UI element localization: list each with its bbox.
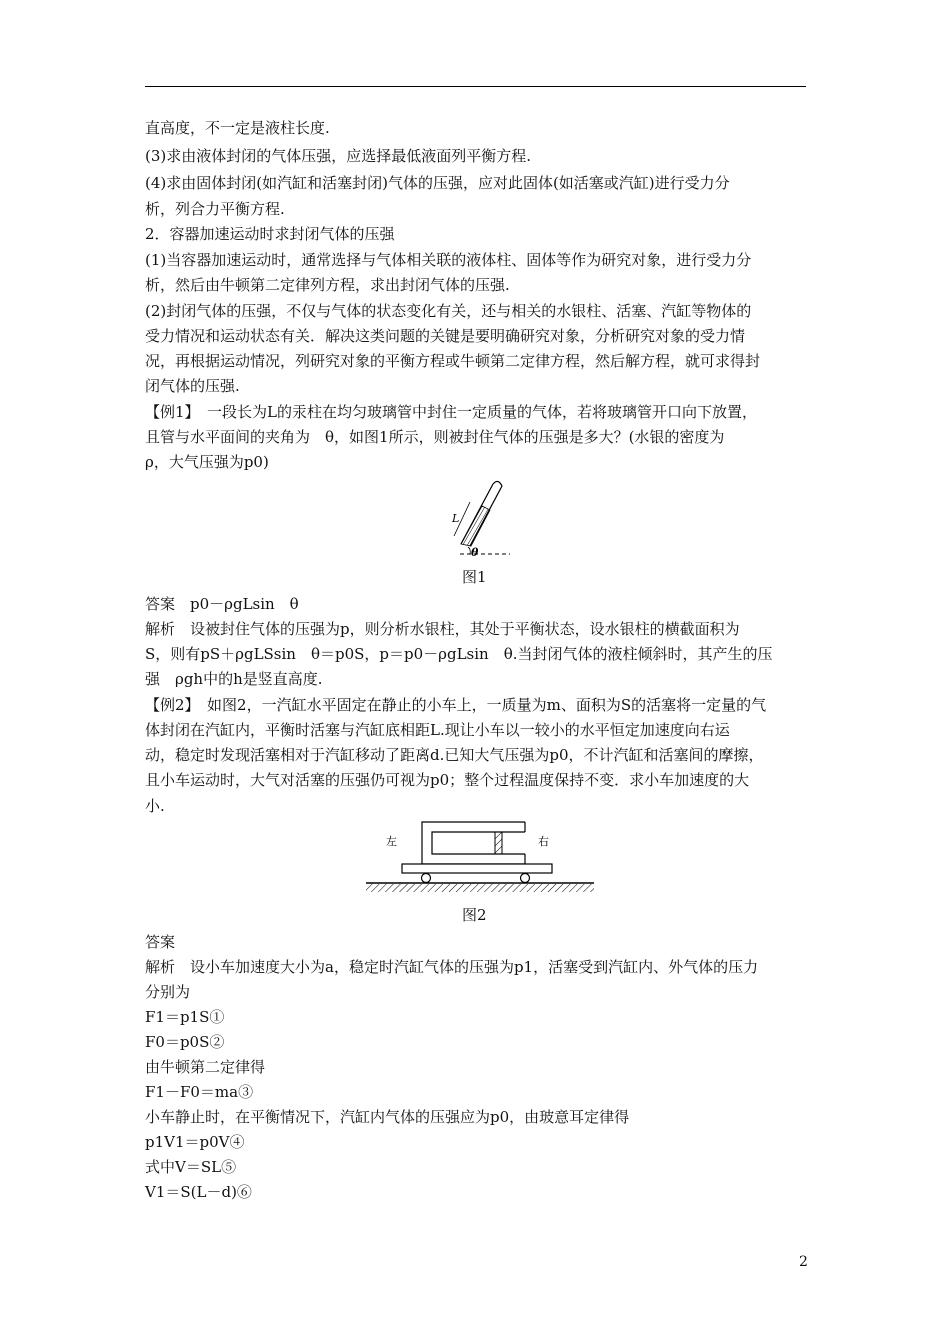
text-line-33: 式中V＝SL⑤ <box>145 1158 237 1176</box>
cart-wheel-left <box>422 874 431 883</box>
text-line-17: S，则有pS＋ρgLSsin θ＝p0S，p＝p0－ρgLsin θ.当封闭气体的液柱倾斜时，其产生的压 <box>145 645 773 663</box>
figure-1-caption: 图1 <box>462 568 487 586</box>
text-line-25: 解析 设小车加速度大小为a，稳定时汽缸气体的压强为p1，活塞受到汽缸内、外气体的压力 <box>145 958 759 976</box>
cart-wheel-right <box>521 874 530 883</box>
text-line-3: (4)求由固体封闭(如汽缸和活塞封闭)气体的压强，应对此固体(如活塞或汽缸)进行受力分 <box>145 174 730 192</box>
text-line-8: (2)封闭气体的压强，不仅与气体的状态变化有关，还与相关的水银柱、活塞、汽缸等物体的 <box>145 302 752 320</box>
text-line-27: F1＝p1S① <box>145 1008 225 1026</box>
header-rule <box>145 86 806 87</box>
text-line-14: ρ，大气压强为p0) <box>145 453 269 471</box>
text-line-10: 况，再根据运动情况，列研究对象的平衡方程或牛顿第二定律方程，然后解方程，就可求得封 <box>145 352 761 370</box>
label-right: 右 <box>538 835 549 848</box>
text-line-4: 析，列合力平衡方程. <box>145 200 285 218</box>
text-line-6: (1)当容器加速运动时，通常选择与气体相关联的液体柱、固体等作为研究对象，进行受力分 <box>145 251 752 269</box>
text-line-29: 由牛顿第二定律得 <box>145 1058 266 1076</box>
text-line-32: p1V1＝p0V④ <box>145 1133 245 1151</box>
text-line-23: 小. <box>145 797 165 815</box>
text-line-13: 且管与水平面间的夹角为 θ，如图1所示，则被封住气体的压强是多大？(水银的密度为 <box>145 428 725 446</box>
text-line-12: 【例1】 一段长为L的汞柱在均匀玻璃管中封住一定质量的气体，若将玻璃管开口向下放置， <box>145 403 758 421</box>
piston <box>495 832 502 854</box>
text-line-11: 闭气体的压强. <box>145 377 240 395</box>
text-line-28: F0＝p0S② <box>145 1033 225 1051</box>
text-line-18: 强 ρgh中的h是竖直高度. <box>145 670 323 688</box>
cylinder-inner <box>432 832 525 854</box>
text-line-19: 【例2】 如图2，一汽缸水平固定在静止的小车上，一质量为m、面积为S的活塞将一定量的气 <box>145 696 767 714</box>
cart-body <box>402 864 552 873</box>
cylinder-outer <box>422 822 525 864</box>
text-line-7: 析，然后由牛顿第二定律列方程，求出封闭气体的压强. <box>145 276 510 294</box>
text-line-21: 动，稳定时发现活塞相对于汽缸移动了距离d.已知大气压强为p0，不计汽缸和活塞间的摩擦， <box>145 746 764 764</box>
text-line-24: 答案 <box>145 933 176 951</box>
figure-2-diagram <box>360 818 600 903</box>
text-line-20: 体封闭在汽缸内，平衡时活塞与汽缸底相距L.现让小车以一较小的水平恒定加速度向右运 <box>145 721 730 739</box>
text-line-16: 解析 设被封住气体的压强为p，则分析水银柱，其处于平衡状态，设水银柱的横截面积为 <box>145 620 740 638</box>
figure-2-caption: 图2 <box>462 906 487 924</box>
text-line-1: 直高度，不一定是液柱长度. <box>145 119 330 137</box>
text-line-2: (3)求由液体封闭的气体压强，应选择最低液面列平衡方程. <box>145 147 532 165</box>
text-line-22: 且小车运动时，大气对活塞的压强仍可视为p0；整个过程温度保持不变．求小车加速度的大 <box>145 771 750 789</box>
figure-1-diagram <box>440 472 520 564</box>
text-line-9: 受力情况和运动状态有关．解决这类问题的关键是要明确研究对象，分析研究对象的受力情 <box>145 327 746 345</box>
text-line-26: 分别为 <box>145 983 191 1001</box>
text-line-15: 答案 p0－ρgLsin θ <box>145 595 299 613</box>
text-line-34: V1＝S(L－d)⑥ <box>145 1183 252 1201</box>
text-line-5: 2．容器加速运动时求封闭气体的压强 <box>145 225 395 243</box>
label-L: L <box>452 512 460 525</box>
tube-top <box>493 481 502 486</box>
text-line-31: 小车静止时，在平衡情况下，汽缸内气体的压强应为p0，由玻意耳定律得 <box>145 1108 630 1126</box>
text-line-30: F1－F0＝ma③ <box>145 1083 254 1101</box>
page-number: 2 <box>799 1254 808 1270</box>
ground-hatch <box>366 884 594 892</box>
label-left: 左 <box>386 835 397 848</box>
angle-arc <box>468 547 470 554</box>
label-theta: θ <box>471 546 479 559</box>
